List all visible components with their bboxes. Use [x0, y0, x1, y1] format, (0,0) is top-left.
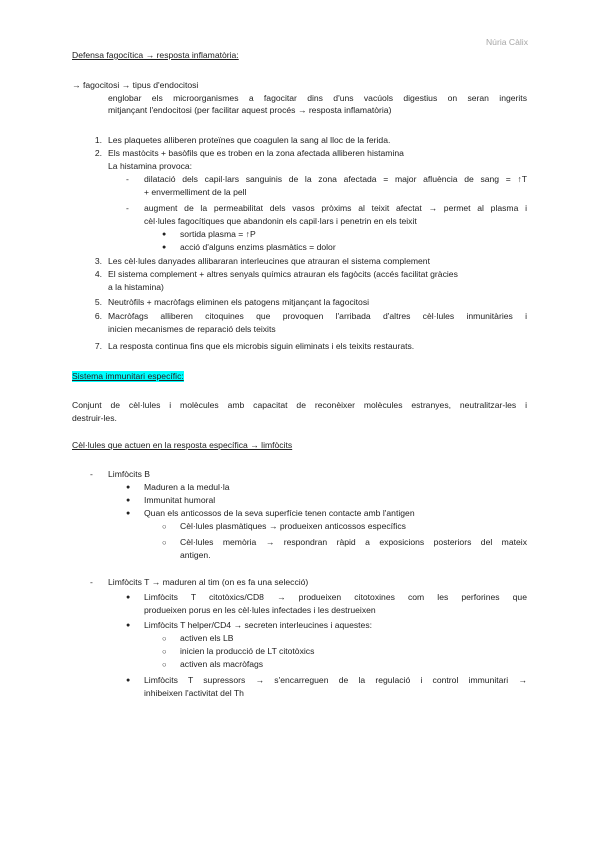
- helper-t: Limfòcits T helper/CD4 → secreten interleucines i aquestes:: [144, 620, 373, 630]
- step-1: Les plaquetes alliberen proteïnes que coagulen la sang al lloc de la ferida.: [108, 135, 391, 145]
- lymphocytes-b-item: Quan els anticossos de la seva superfície tenen contacte amb l'antigen: [144, 508, 415, 518]
- bullet-dot: ●: [126, 484, 131, 491]
- dash-bullet: -: [90, 469, 93, 479]
- step-number: 3.: [94, 256, 102, 266]
- step-4-line-2: a la histamina): [108, 282, 164, 292]
- step-2: Els mastòcits + basòfils que es troben en la zona afectada alliberen histamina: [108, 148, 404, 158]
- bullet-dot: ●: [162, 231, 167, 238]
- step-4-line-1: El sistema complement + altres senyals químics atrauran els fagòcits (accés facilitat gràcies: [108, 269, 458, 279]
- dash-bullet: -: [90, 577, 93, 587]
- effect-dilation-2: + envermelliment de la pell: [144, 187, 247, 197]
- lymphocytes-b-title: Limfòcits B: [108, 469, 151, 479]
- effect-permeability-2: cèl·lules fagocítiques que abandonin els capil·lars i penetrin en els teixit: [144, 216, 417, 226]
- step-6-line-2: inicien mecanismes de reparació dels teixits: [108, 324, 276, 334]
- step-3: Les cèl·lules danyades allibararan interleucines que atrauran el sistema complement: [108, 256, 430, 266]
- bullet-dot: ●: [126, 594, 131, 601]
- bullet-dot: ●: [162, 244, 167, 251]
- step-number: 2.: [94, 148, 102, 158]
- effect-plasma: sortida plasma = ↑P: [180, 229, 256, 239]
- bullet-dot: ●: [126, 497, 131, 504]
- cytotoxic-t-line-1: Limfòcits T citotòxics/CD8 → produeixen citotoxines com les perforines que: [144, 592, 527, 602]
- bullet-dot: ●: [126, 510, 131, 517]
- bullet-circle: ○: [162, 647, 167, 656]
- memory-cells-line-2: antigen.: [180, 550, 211, 560]
- specific-immune-desc-2: destruir-les.: [72, 413, 117, 423]
- lymphocytes-t-title: Limfòcits T → maduren al tim (on es fa una selecció): [108, 577, 309, 587]
- helper-t-effect: activen els LB: [180, 633, 234, 643]
- effect-dilation-1: dilatació dels capil·lars sanguinis de la zona afectada = major afluència de sang = ↑T: [144, 174, 527, 184]
- phagocytosis-desc-2: mitjançant l'endocitosi (per facilitar aquest procés → resposta inflamatòria): [108, 105, 392, 115]
- dash-bullet: -: [126, 174, 129, 184]
- suppressor-t-line-2: inhibeixen l'activitat del Th: [144, 688, 244, 698]
- step-number: 6.: [94, 311, 102, 321]
- lymphocytes-b-item: Immunitat humoral: [144, 495, 216, 505]
- phagocytosis-line: → fagocitosi → tipus d'endocitosi: [72, 80, 199, 90]
- section-title-phagocytic: Defensa fagocítica → resposta inflamatòria:: [72, 50, 239, 60]
- specific-immune-desc-1: Conjunt de cèl·lules i molècules amb capacitat de reconèixer molècules estranyes, neutralitzar-les i: [72, 400, 527, 410]
- step-number: 1.: [94, 135, 102, 145]
- bullet-circle: ○: [162, 538, 167, 547]
- step-5: Neutròfils + macròfags eliminen els patogens mitjançant la fagocitosi: [108, 297, 370, 307]
- step-number: 7.: [94, 341, 102, 351]
- dash-bullet: -: [126, 203, 129, 213]
- bullet-circle: ○: [162, 660, 167, 669]
- plasma-cells: Cèl·lules plasmàtiques → produeixen anticossos específics: [180, 521, 406, 531]
- cytotoxic-t-line-2: produeixen porus en les cèl·lules infectades i les destrueixen: [144, 605, 376, 615]
- step-7: La resposta continua fins que els microbis siguin eliminats i els teixits restaurats.: [108, 341, 415, 351]
- effect-permeability-1: augment de la permeabilitat dels vasos pròxims al teixit afectat → permet al plasma i: [144, 203, 527, 213]
- lymphocytes-b-item: Maduren a la medul·la: [144, 482, 230, 492]
- bullet-circle: ○: [162, 522, 167, 531]
- step-2-sub: La histamina provoca:: [108, 161, 193, 171]
- step-number: 4.: [94, 269, 102, 279]
- bullet-dot: ●: [126, 677, 131, 684]
- helper-t-effect: inicien la producció de LT citotòxics: [180, 646, 315, 656]
- suppressor-t-line-1: Limfòcits T supressors → s'encarreguen de la regulació i control immunitari →: [144, 675, 527, 685]
- helper-t-effect: activen als macròfags: [180, 659, 264, 669]
- author-name: Núria Càlix: [485, 37, 528, 47]
- memory-cells-line-1: Cèl·lules memòria → respondran ràpid a exposicions posteriors del mateix: [180, 537, 527, 547]
- bullet-circle: ○: [162, 634, 167, 643]
- step-number: 5.: [94, 297, 102, 307]
- step-6-line-1: Macròfags alliberen citoquines que provoquen l'arribada d'altres cèl·lules inmunitàries i: [108, 311, 527, 321]
- section-title-lymphocytes: Cèl·lules que actuen en la resposta específica → limfòcits: [72, 440, 293, 450]
- section-title-specific-immune: Sistema immunitari específic:: [72, 371, 184, 381]
- bullet-dot: ●: [126, 622, 131, 629]
- effect-enzymes: acció d'alguns enzims plasmàtics = dolor: [180, 242, 336, 252]
- phagocytosis-desc-1: englobar els microorganismes a fagocitar dins d'uns vacúols digestius on seran ingerits: [108, 93, 527, 103]
